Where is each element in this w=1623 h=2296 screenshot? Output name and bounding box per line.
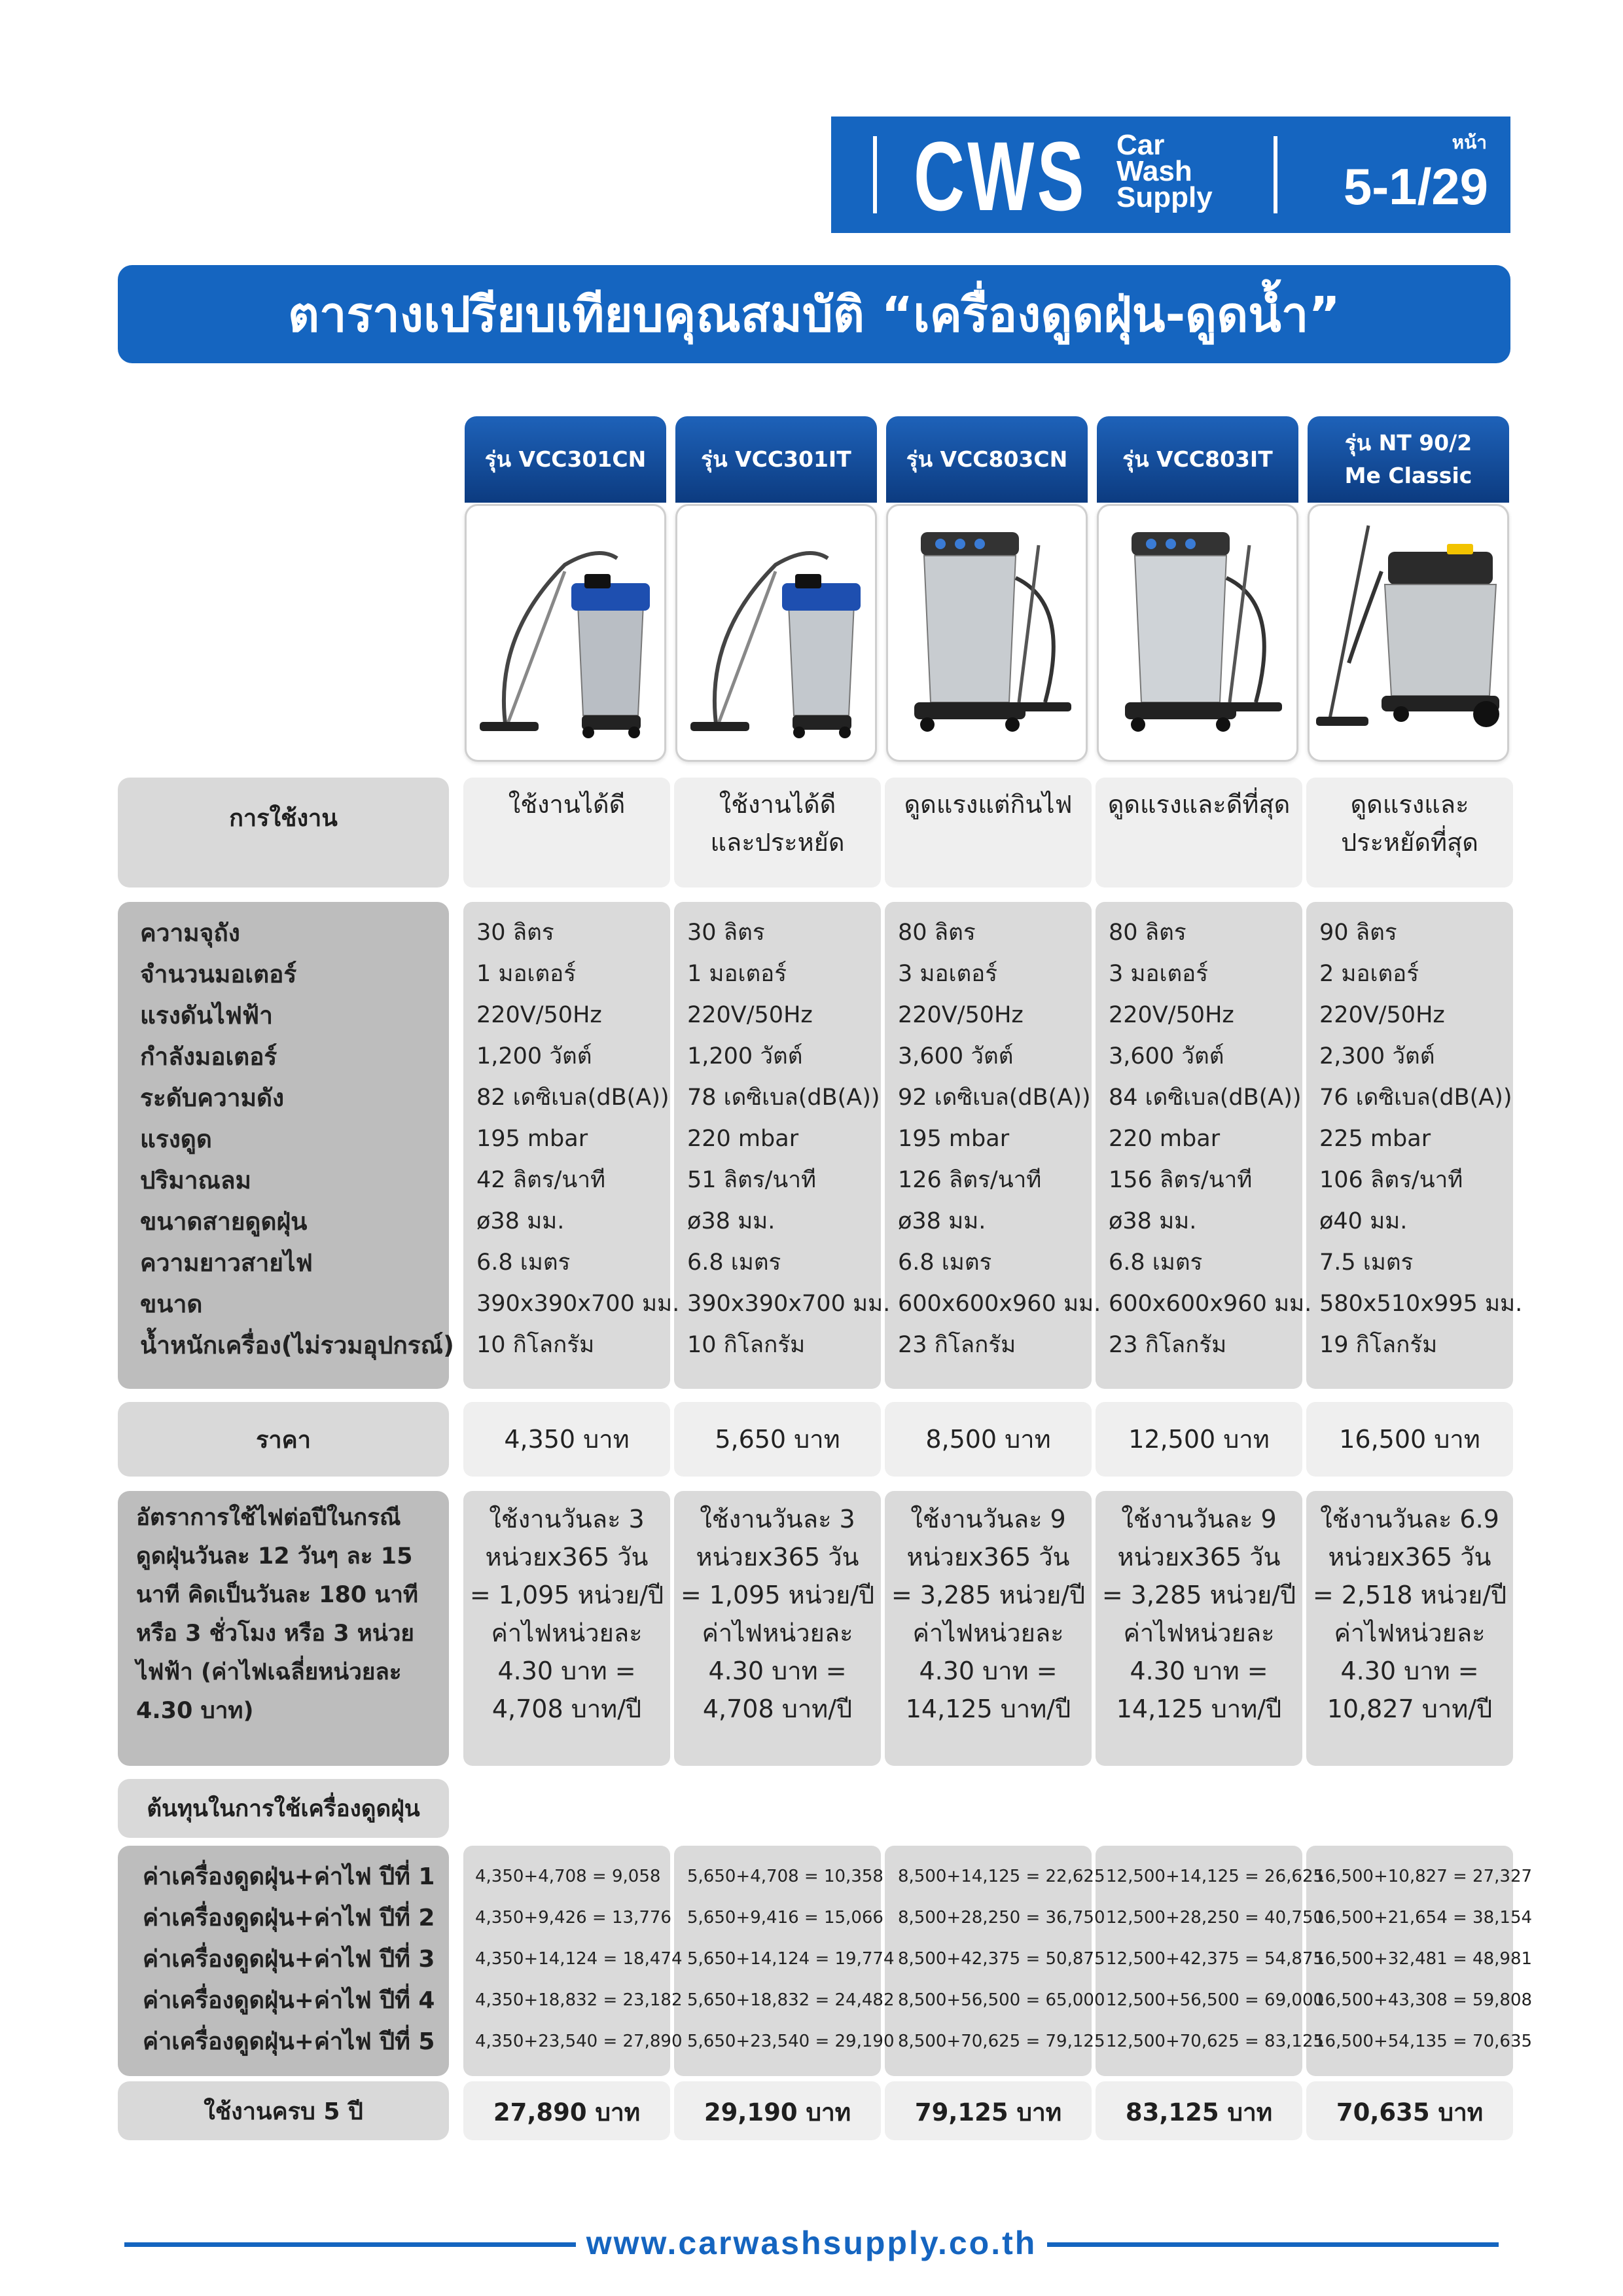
electricity-line: = 3,285 หน่วย/ปี [1101, 1581, 1296, 1609]
model-name: รุ่น NT 90/2 Me Classic [1344, 430, 1472, 488]
spec-value: 600x600x960 มม. [898, 1291, 1101, 1317]
price-label-panel [118, 1402, 449, 1477]
total-value: 27,890 บาท [493, 2098, 641, 2126]
spec-value: 3,600 วัตต์ [1109, 1043, 1224, 1069]
spec-value: 23 กิโลกรัม [898, 1332, 1016, 1358]
electricity-line: หน่วยx365 วัน [1328, 1543, 1491, 1571]
cost-value: 5,650+4,708 = 10,358 [687, 1867, 883, 1886]
model-header [1308, 416, 1509, 503]
cost-title-panel [118, 1779, 449, 1838]
spec-label: น้ำหนักเครื่อง(ไม่รวมอุปกรณ์) [140, 1331, 454, 1359]
model-header [675, 416, 877, 503]
electricity-line: 10,827 บาท/ปี [1327, 1695, 1493, 1723]
total-label: ใช้งานครบ 5 ปี [204, 2098, 363, 2125]
electricity-label-line: นาที คิดเป็นวันละ 180 นาที [136, 1582, 418, 1608]
spec-value: 195 mbar [898, 1126, 1010, 1152]
electricity-line: หน่วยx365 วัน [696, 1543, 859, 1571]
electricity-line: ค่าไฟหน่วยละ [702, 1619, 853, 1647]
model-name: รุ่น VCC803CN [906, 446, 1068, 472]
spec-value: 10 กิโลกรัม [476, 1332, 595, 1358]
spec-value: 78 เดซิเบล(dB(A)) [687, 1085, 880, 1111]
electricity-line: ใช้งานวันละ 6.9 [1320, 1505, 1499, 1534]
price-value: 4,350 บาท [504, 1425, 630, 1454]
electricity-values [885, 1500, 1092, 1728]
spec-value: 6.8 เมตร [687, 1249, 781, 1276]
spec-value: 225 mbar [1319, 1126, 1431, 1152]
year-label: ค่าเครื่องดูดฝุ่น+ค่าไฟ ปีที่ 5 [143, 2028, 435, 2055]
spec-value: 23 กิโลกรัม [1109, 1332, 1227, 1358]
electricity-line: ใช้งานวันละ 3 [489, 1505, 645, 1534]
page-title: ตารางเปรียบเทียบคุณสมบัติ “เครื่องดูดฝุ่น-ดูดน้ำ” [287, 287, 1341, 343]
price-value: 16,500 บาท [1339, 1425, 1480, 1454]
spec-label: ขนาด [140, 1290, 203, 1318]
cost-title: ต้นทุนในการใช้เครื่องดูดฝุ่น [147, 1795, 420, 1822]
logo-sub-line: Car [1116, 129, 1165, 161]
spec-value: 82 เดซิเบล(dB(A)) [476, 1085, 669, 1111]
cost-value: 4,350+14,124 = 18,474 [475, 1949, 683, 1969]
electricity-line: ใช้งานวันละ 9 [910, 1505, 1066, 1534]
spec-value: ø38 มม. [1109, 1208, 1197, 1234]
spec-value: 195 mbar [476, 1126, 588, 1152]
spec-value: 19 กิโลกรัม [1319, 1332, 1438, 1358]
spec-value: 90 ลิตร [1319, 920, 1397, 946]
electricity-line: 4.30 บาท = [919, 1657, 1058, 1685]
spec-value: 30 ลิตร [687, 920, 765, 946]
spec-value: 3,600 วัตต์ [898, 1043, 1014, 1069]
spec-value: 80 ลิตร [898, 920, 976, 946]
electricity-label-line: ดูดฝุ่นวันละ 12 วันๆ ละ 15 [136, 1543, 413, 1570]
price-value: 8,500 บาท [925, 1425, 1051, 1454]
spec-value: 30 ลิตร [476, 920, 554, 946]
spec-value: 42 ลิตร/นาที [476, 1167, 606, 1193]
spec-value: 2 มอเตอร์ [1319, 961, 1419, 987]
electricity-line: ค่าไฟหน่วยละ [1123, 1619, 1275, 1647]
spec-label: ความยาวสายไฟ [140, 1249, 313, 1277]
spec-value: 76 เดซิเบล(dB(A)) [1319, 1085, 1512, 1111]
electricity-values [1306, 1500, 1513, 1728]
model-name: รุ่น VCC803IT [1122, 446, 1273, 472]
total-value: 29,190 บาท [704, 2098, 851, 2126]
spec-value: 220V/50Hz [898, 1002, 1024, 1028]
spec-value: 3 มอเตอร์ [1109, 961, 1208, 987]
spec-values [898, 912, 1101, 1366]
spec-value: ø38 มม. [476, 1208, 565, 1234]
cost-values [1314, 1856, 1532, 2062]
spec-value: 390x390x700 มม. [687, 1291, 891, 1317]
cost-value: 8,500+28,250 = 36,750 [898, 1908, 1105, 1928]
logo-text: CWS [914, 121, 1087, 231]
cost-value: 16,500+10,827 = 27,327 [1314, 1867, 1533, 1886]
spec-value: 6.8 เมตร [1109, 1249, 1203, 1276]
electricity-line: 4.30 บาท = [1340, 1657, 1479, 1685]
page-number: 5-1/29 [1343, 158, 1488, 215]
cost-value: 12,500+28,250 = 40,750 [1106, 1908, 1325, 1928]
price-value: 5,650 บาท [715, 1425, 840, 1454]
price-value: 12,500 บาท [1128, 1425, 1270, 1454]
spec-value: 156 ลิตร/นาที [1109, 1167, 1253, 1193]
cost-value: 8,500+42,375 = 50,875 [898, 1949, 1105, 1969]
cost-value: 16,500+21,654 = 38,154 [1314, 1908, 1533, 1928]
electricity-label-line: อัตราการใช้ไฟต่อปีในกรณี [136, 1505, 401, 1531]
year-label: ค่าเครื่องดูดฝุ่น+ค่าไฟ ปีที่ 2 [143, 1905, 435, 1931]
total-label-panel [118, 2081, 449, 2140]
cost-value: 4,350+23,540 = 27,890 [475, 2032, 683, 2051]
spec-value: 3 มอเตอร์ [898, 961, 997, 987]
spec-value: 1,200 วัตต์ [687, 1043, 803, 1069]
spec-value: 1,200 วัตต์ [476, 1043, 592, 1069]
spec-value: 7.5 เมตร [1319, 1249, 1414, 1276]
spec-value: 1 มอเตอร์ [476, 961, 576, 987]
spec-value: 80 ลิตร [1109, 920, 1186, 946]
spec-label: แรงดันไฟฟ้า [140, 1001, 273, 1030]
spec-value: 84 เดซิเบล(dB(A)) [1109, 1085, 1302, 1111]
usage-label: การใช้งาน [229, 804, 338, 832]
electricity-values [463, 1500, 670, 1728]
usage-value: ใช้งานได้ดี [508, 790, 626, 819]
spec-value: 51 ลิตร/นาที [687, 1167, 817, 1193]
product-photo [1097, 504, 1298, 762]
electricity-line: = 1,095 หน่วย/ปี [680, 1581, 875, 1609]
model-header [1097, 416, 1298, 503]
cost-value: 12,500+70,625 = 83,125 [1106, 2032, 1325, 2051]
total-value: 70,635 บาท [1336, 2098, 1484, 2126]
model-header [886, 416, 1088, 503]
spec-value: 6.8 เมตร [476, 1249, 571, 1276]
spec-label: จำนวนมอเตอร์ [140, 960, 297, 988]
year-label: ค่าเครื่องดูดฝุ่น+ค่าไฟ ปีที่ 3 [143, 1946, 435, 1973]
cost-values [898, 1856, 1105, 2062]
spec-value: 220V/50Hz [687, 1002, 813, 1028]
electricity-line: 14,125 บาท/ปี [905, 1695, 1071, 1723]
electricity-line: หน่วยx365 วัน [906, 1543, 1070, 1571]
electricity-line: = 2,518 หน่วย/ปี [1312, 1581, 1507, 1609]
electricity-label-line: ไฟฟ้า (ค่าไฟเฉลี่ยหน่วยละ [136, 1659, 402, 1685]
electricity-line: 4.30 บาท = [708, 1657, 847, 1685]
logo-divider [1274, 136, 1277, 213]
electricity-values [1096, 1500, 1302, 1728]
spec-value: 580x510x995 มม. [1319, 1291, 1523, 1317]
spec-value: 6.8 เมตร [898, 1249, 992, 1276]
brand-logo [831, 117, 1510, 233]
cost-value: 4,350+9,426 = 13,776 [475, 1908, 671, 1928]
cost-values [687, 1856, 894, 2062]
spec-values [687, 912, 890, 1366]
spec-label: ขนาดสายดูดฝุ่น [140, 1208, 308, 1236]
electricity-line: หน่วยx365 วัน [1117, 1543, 1281, 1571]
total-value: 79,125 บาท [914, 2098, 1062, 2126]
cost-value: 5,650+14,124 = 19,774 [687, 1949, 895, 1969]
logo-divider [873, 136, 877, 213]
cost-value: 4,350+4,708 = 9,058 [475, 1867, 661, 1886]
usage-value: ใช้งานได้ดี และประหยัด [710, 790, 845, 857]
spec-labels [140, 912, 454, 1366]
spec-label: แรงดูด [140, 1125, 212, 1153]
electricity-line: 4,708 บาท/ปี [702, 1695, 853, 1723]
product-photo [1308, 504, 1509, 762]
model-name: รุ่น VCC301IT [701, 446, 851, 472]
spec-value: 106 ลิตร/นาที [1319, 1167, 1463, 1193]
year-label: ค่าเครื่องดูดฝุ่น+ค่าไฟ ปีที่ 4 [143, 1987, 435, 2014]
electricity-line: หน่วยx365 วัน [485, 1543, 649, 1571]
model-header [465, 416, 666, 503]
cost-value: 4,350+18,832 = 23,182 [475, 1990, 683, 2010]
spec-value: 220 mbar [1109, 1126, 1221, 1152]
spec-values [1109, 912, 1311, 1366]
electricity-line: 4.30 บาท = [1130, 1657, 1268, 1685]
spec-label: ระดับความดัง [140, 1084, 285, 1112]
electricity-line: ค่าไฟหน่วยละ [912, 1619, 1064, 1647]
spec-label: ปริมาณลม [140, 1166, 251, 1194]
cost-value: 5,650+23,540 = 29,190 [687, 2032, 895, 2051]
spec-value: 1 มอเตอร์ [687, 961, 787, 987]
usage-value: ดูดแรงและดีที่สุด [1107, 790, 1291, 819]
spec-values [1319, 912, 1522, 1366]
logo-sub-line: Wash [1116, 155, 1192, 187]
electricity-line: 4.30 บาท = [497, 1657, 636, 1685]
electricity-line: ค่าไฟหน่วยละ [1334, 1619, 1486, 1647]
electricity-line: ใช้งานวันละ 3 [700, 1505, 855, 1534]
spec-value: 220 mbar [687, 1126, 799, 1152]
spec-value: 220V/50Hz [1109, 1002, 1234, 1028]
electricity-line: 4,708 บาท/ปี [491, 1695, 642, 1723]
cost-value: 12,500+14,125 = 26,625 [1106, 1867, 1325, 1886]
electricity-label-line: 4.30 บาท) [136, 1698, 254, 1724]
spec-value: ø40 มม. [1319, 1208, 1408, 1234]
title-banner [118, 265, 1510, 363]
spec-value: 220V/50Hz [1319, 1002, 1445, 1028]
electricity-line: = 3,285 หน่วย/ปี [891, 1581, 1086, 1609]
cost-value: 8,500+14,125 = 22,625 [898, 1867, 1105, 1886]
year-labels [143, 1856, 435, 2062]
spec-value: 10 กิโลกรัม [687, 1332, 806, 1358]
electricity-values [674, 1500, 881, 1728]
electricity-line: ใช้งานวันละ 9 [1121, 1505, 1277, 1534]
spec-value: 2,300 วัตต์ [1319, 1043, 1435, 1069]
spec-value: 220V/50Hz [476, 1002, 602, 1028]
electricity-line: 14,125 บาท/ปี [1116, 1695, 1282, 1723]
footer-website-link[interactable]: www.carwashsupply.co.th [586, 2225, 1037, 2261]
model-name: รุ่น VCC301CN [484, 446, 647, 472]
product-photo [465, 504, 666, 762]
cost-value: 8,500+70,625 = 79,125 [898, 2032, 1105, 2051]
cost-value: 16,500+54,135 = 70,635 [1314, 2032, 1533, 2051]
usage-value: ดูดแรงแต่กินไฟ [904, 790, 1073, 819]
product-photo [886, 504, 1088, 762]
electricity-line: = 1,095 หน่วย/ปี [469, 1581, 664, 1609]
year-label: ค่าเครื่องดูดฝุ่น+ค่าไฟ ปีที่ 1 [143, 1863, 435, 1890]
spec-label: กำลังมอเตอร์ [140, 1043, 277, 1071]
cost-value: 16,500+32,481 = 48,981 [1314, 1949, 1533, 1969]
electricity-line: ค่าไฟหน่วยละ [491, 1619, 643, 1647]
spec-value: 126 ลิตร/นาที [898, 1167, 1042, 1193]
page-label: หน้า [1452, 132, 1487, 153]
cost-value: 8,500+56,500 = 65,000 [898, 1990, 1105, 2010]
spec-values [476, 912, 679, 1366]
price-label: ราคา [256, 1426, 311, 1454]
logo-sub-line: Supply [1116, 181, 1213, 213]
spec-value: 600x600x960 มม. [1109, 1291, 1312, 1317]
spec-label: ความจุถัง [140, 919, 240, 947]
cost-value: 16,500+43,308 = 59,808 [1314, 1990, 1533, 2010]
electricity-label [136, 1499, 444, 1731]
usage-label-panel [118, 778, 449, 888]
cost-value: 12,500+42,375 = 54,875 [1106, 1949, 1325, 1969]
cost-value: 12,500+56,500 = 69,000 [1106, 1990, 1325, 2010]
cost-values [475, 1856, 682, 2062]
spec-value: 390x390x700 มม. [476, 1291, 680, 1317]
usage-value: ดูดแรงและ ประหยัดที่สุด [1341, 790, 1478, 857]
cost-value: 5,650+9,416 = 15,066 [687, 1908, 883, 1928]
spec-value: ø38 มม. [687, 1208, 776, 1234]
total-value: 83,125 บาท [1125, 2098, 1273, 2126]
cost-value: 5,650+18,832 = 24,482 [687, 1990, 895, 2010]
logo-subtitle [1116, 129, 1213, 213]
product-photo [675, 504, 877, 762]
cost-values [1106, 1856, 1324, 2062]
electricity-label-line: หรือ 3 ชั่วโมง หรือ 3 หน่วย [136, 1621, 414, 1647]
spec-value: 92 เดซิเบล(dB(A)) [898, 1085, 1091, 1111]
spec-value: ø38 มม. [898, 1208, 986, 1234]
